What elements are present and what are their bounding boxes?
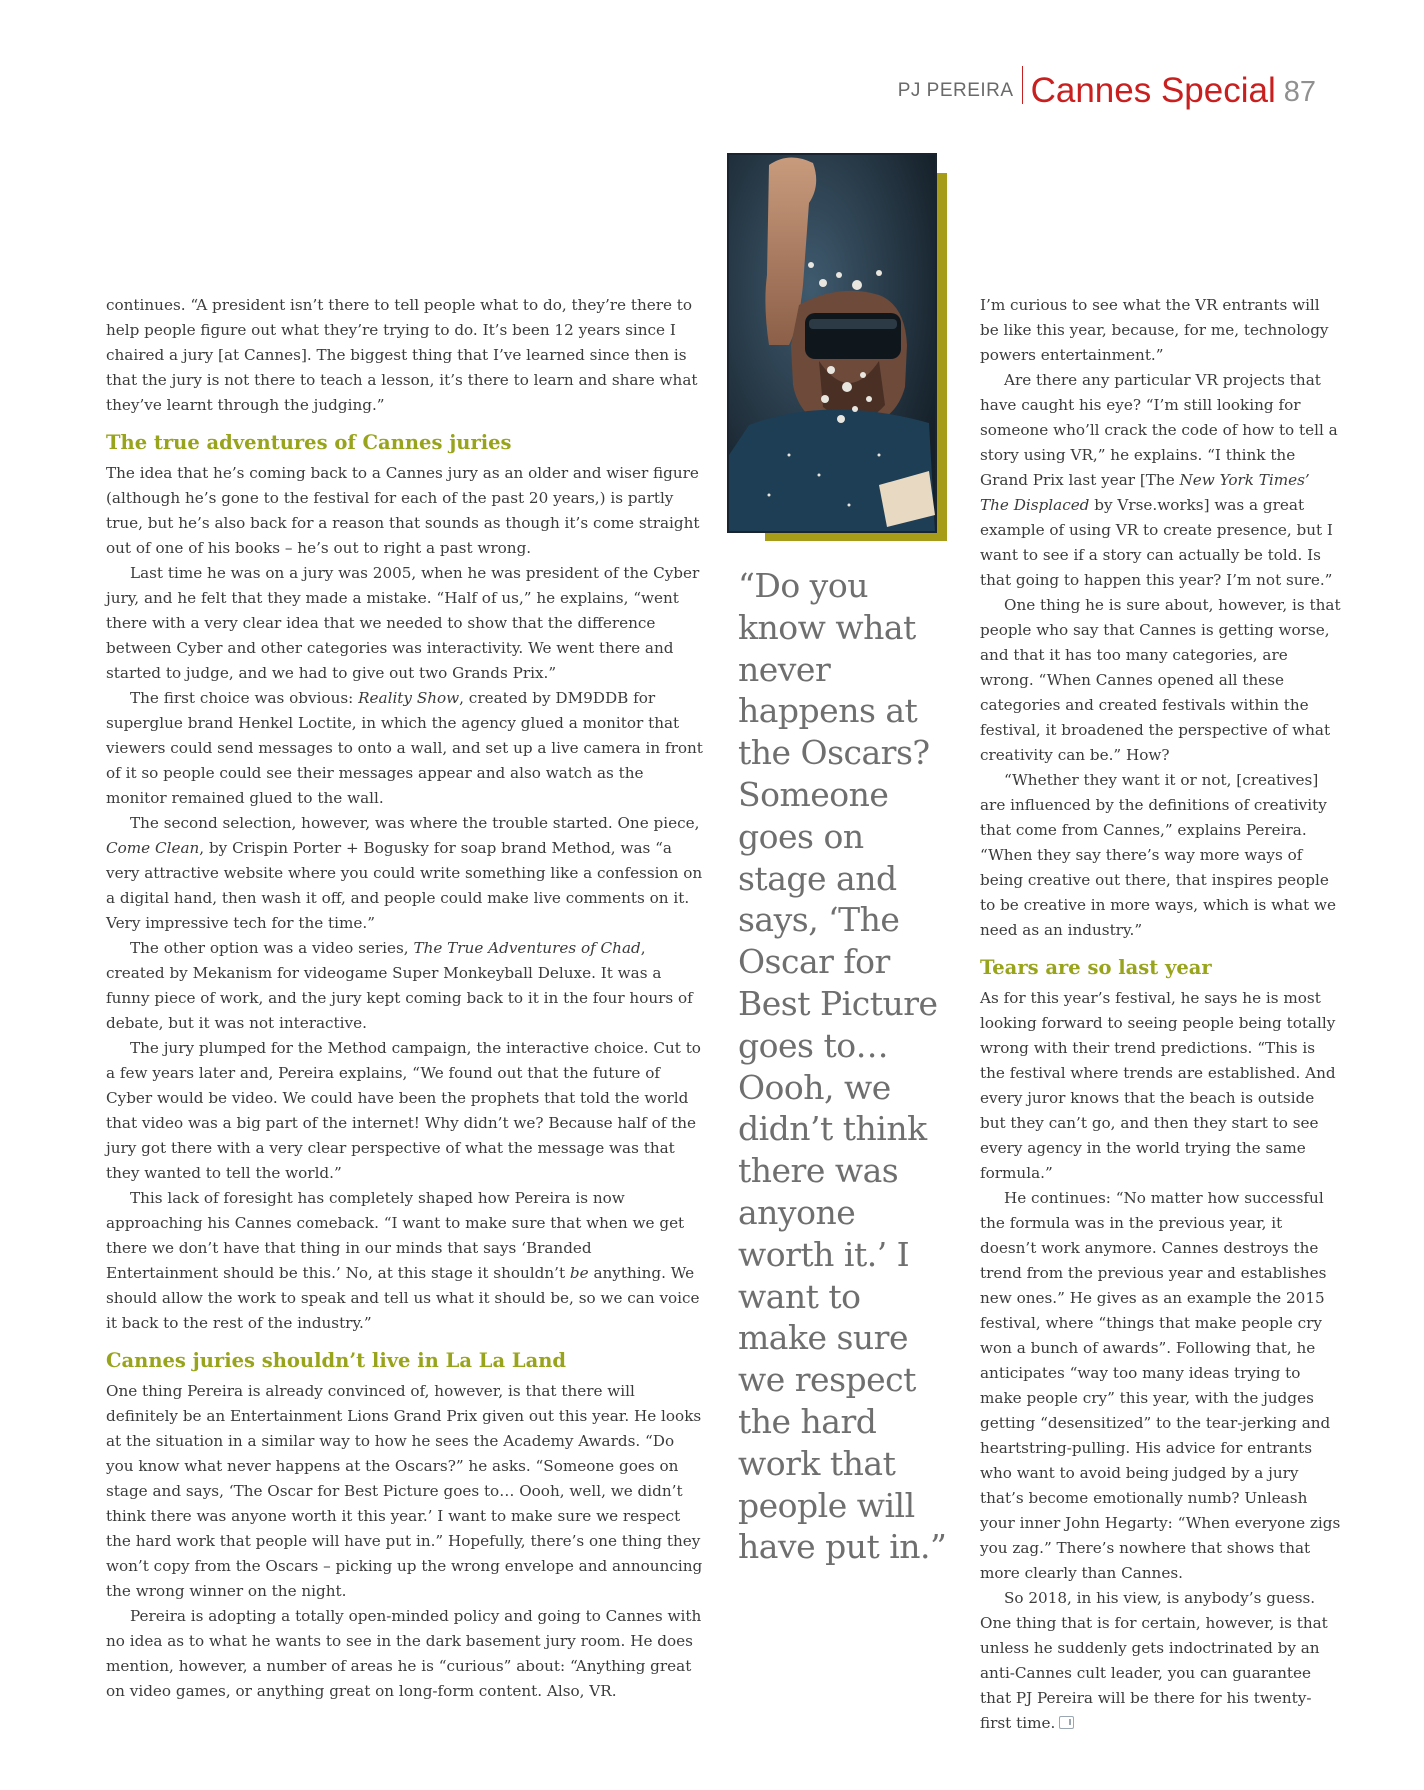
paragraph-text: He continues: “No matter how successful the formula was in the previous year, it doesn’t work anymore. Cannes destroys the trend from the previous year and establishes new ones.” He gives as an example the 2015 festival, where “things that make people cry won a bunch of awards”. Following that, he anticipates “way too many ideas trying to make people cry” this year, with the judges getting “desensitized” to the tear-jerking and heartstring-pulling. His advice for entrants who want to avoid being judged by a jury that’s become emotionally numb? Unleash your inner John Hegarty: “When everyone zigs you zag.” There’s nowhere that shows that more clearly than Cannes. <box>980 1189 1341 1582</box>
paragraph-text: continues. “A president isn’t there to tell people what to do, they’re there to help people figure out what they’re trying to do. It’s been 12 years since I chaired a jury [at Cannes]. The biggest thing that I’ve learned since then is that the jury is not there to teach a lesson, it’s there to learn and share what they’ve learnt through the judging.” <box>106 296 698 414</box>
paragraph-text: As for this year’s festival, he says he is most looking forward to seeing people being totally wrong with their trend predictions. “This is the festival where trends are established. And every juror knows that the beach is outside but they can’t go, and then they start to see every agency in the world trying the same formula.” <box>980 989 1336 1182</box>
article-column-right <box>980 293 1342 1736</box>
article-column-left <box>106 293 706 1704</box>
body-paragraph <box>106 1604 706 1704</box>
body-paragraph <box>106 1036 706 1186</box>
body-paragraph <box>980 986 1342 1186</box>
text-segment: , created by Mekanism for videogame Super Monkeyball Deluxe. It was a funny piece of work, and the jury kept coming back to it in the four hours of debate, but it was not interactive. <box>106 939 693 1032</box>
end-of-article-icon <box>1059 1716 1074 1729</box>
text-segment: , by Crispin Porter + Bogusky for soap brand Method, was “a very attractive website where you could write something like a confession on a digital hand, then wash it off, and people could make live comments on it. Very impressive tech for the time.” <box>106 839 703 932</box>
paragraph-text: So 2018, in his view, is anybody’s guess. One thing that is for certain, however, is that unless he suddenly gets indoctrinated by an anti-Cannes cult leader, you can guarantee that PJ Pereira will be there for his twenty-first time. <box>980 1589 1328 1732</box>
section-subheading: Tears are so last year <box>980 956 1212 979</box>
pull-quote <box>738 565 950 1568</box>
section-title: Cannes Special <box>1030 71 1276 110</box>
page-number: 87 <box>1283 76 1316 108</box>
body-paragraph <box>980 293 1342 368</box>
text-segment: anything. We should allow the work to speak and tell us what it should be, so we can voice it back to the rest of the industry.” <box>106 1264 700 1332</box>
body-paragraph <box>106 461 706 561</box>
body-paragraph <box>980 593 1342 768</box>
text-segment: by Vrse.works] was a great example of using VR to create presence, but I want to see if a story can actually be told. Is that going to happen this year? I’m not sure.” <box>980 496 1333 589</box>
body-paragraph <box>106 1379 706 1604</box>
paragraph-text: Pereira is adopting a totally open-minded policy and going to Cannes with no idea as to what he wants to see in the dark basement jury room. He does mention, however, a number of areas he is “curious” about: “Anything great on video games, or anything great on long-form content. Also, VR. <box>106 1607 702 1700</box>
photo-image <box>727 153 937 533</box>
paragraph-text: The jury plumped for the Method campaign, the interactive choice. Cut to a few years later and, Pereira explains, “We found out that the future of Cyber would be video. We could have been the prophets that told the world that video was a big part of the internet! Why didn’t we? Because half of the jury got there with a very clear perspective of what the message was that they wanted to tell the world.” <box>106 1039 701 1182</box>
italic-title: Reality Show <box>358 689 460 707</box>
paragraph-text: One thing he is sure about, however, is that people who say that Cannes is getting worse, and that it has too many categories, are wrong. “When Cannes opened all these categories and created festivals within the festival, it broadened the perspective of what creativity can be.” How? <box>980 596 1341 764</box>
body-paragraph <box>106 293 706 418</box>
italic-title: be <box>569 1264 589 1282</box>
photo-vr-headset <box>727 153 951 543</box>
paragraph-text: “Whether they want it or not, [creatives] are influenced by the definitions of creativity that come from Cannes,” explains Pereira. “When they say there’s way more ways of being creative out there, that inspires people to be creative in more ways, which is what we need as an industry.” <box>980 771 1336 939</box>
body-paragraph <box>106 686 706 811</box>
paragraph-text: I’m curious to see what the VR entrants will be like this year, because, for me, technology powers entertainment.” <box>980 296 1329 364</box>
paragraph-text: The idea that he’s coming back to a Cannes jury as an older and wiser figure (although he’s gone to the festival for each of the past 20 years,) is partly true, but he’s also back for a reason that sounds as though it’s come straight out of one of his books – he’s out to right a past wrong. <box>106 464 700 557</box>
text-segment: , created by DM9DDB for superglue brand Henkel Loctite, in which the agency glued a monitor that viewers could send messages to onto a wall, and set up a live camera in front of it so people could see their messages appear and also watch as the monitor remained glued to the wall. <box>106 689 703 807</box>
text-segment: The second selection, however, was where the trouble started. One piece, <box>130 814 700 832</box>
section-subheading: The true adventures of Cannes juries <box>106 431 512 454</box>
body-paragraph <box>106 561 706 686</box>
italic-title: New York Times’ The Displaced <box>980 471 1310 514</box>
paragraph-text: One thing Pereira is already convinced of, however, is that there will definitely be an Entertainment Lions Grand Prix given out this year. He looks at the situation in a similar way to how he sees the Academy Awards. “Do you know what never happens at the Oscars?” he asks. “Someone goes on stage and says, ‘The Oscar for Best Picture goes to… Oooh, well, we didn’t think there was anyone worth it this year.’ I want to make sure we respect the hard work that people will have put in.” Hopefully, there’s one thing they won’t copy from the Oscars – picking up the wrong envelope and announcing the wrong winner on the night. <box>106 1382 703 1600</box>
body-paragraph <box>980 368 1342 593</box>
italic-title: Come Clean <box>106 839 200 857</box>
header-divider <box>1022 66 1023 104</box>
body-paragraph <box>106 811 706 936</box>
text-segment: Are there any particular VR projects that have caught his eye? “I’m still looking for someone who’ll crack the code of how to tell a story using VR,” he explains. “I think the Grand Prix last year [The <box>980 371 1338 489</box>
author-name: PJ PEREIRA <box>897 80 1014 101</box>
text-segment: The first choice was obvious: <box>130 689 359 707</box>
paragraph-text: Last time he was on a jury was 2005, when he was president of the Cyber jury, and he felt that they made a mistake. “Half of us,” he explains, “went there with a very clear idea that we needed to show that the difference between Cyber and other categories was interactivity. We went there and started to judge, and we had to give out two Grands Prix.” <box>106 564 700 682</box>
body-paragraph <box>980 768 1342 943</box>
pull-quote-closing-mark: ” <box>930 1527 947 1567</box>
text-segment: The other option was a video series, <box>130 939 414 957</box>
pull-quote-text: “Do you know what never happens at the Oscars? Someone goes on stage and says, ‘The Oscar for Best Picture goes to… Oooh, we didn’t think there was anyone worth it.’ I want to make sure we respect the hard work that people will have put in. <box>738 566 938 1567</box>
section-subheading: Cannes juries shouldn’t live in La La Land <box>106 1349 567 1372</box>
page-header <box>898 62 1316 108</box>
body-paragraph <box>106 936 706 1036</box>
text-segment: This lack of foresight has completely shaped how Pereira is now approaching his Cannes comeback. “I want to make sure that when we get there we don’t have that thing in our minds that says ‘Branded Entertainment should be this.’ No, at this stage it shouldn’t <box>106 1189 685 1282</box>
body-paragraph <box>980 1586 1342 1736</box>
body-paragraph <box>106 1186 706 1336</box>
photo-illustration <box>729 155 935 531</box>
body-paragraph <box>980 1186 1342 1586</box>
italic-title: The True Adventures of Chad <box>413 939 641 957</box>
